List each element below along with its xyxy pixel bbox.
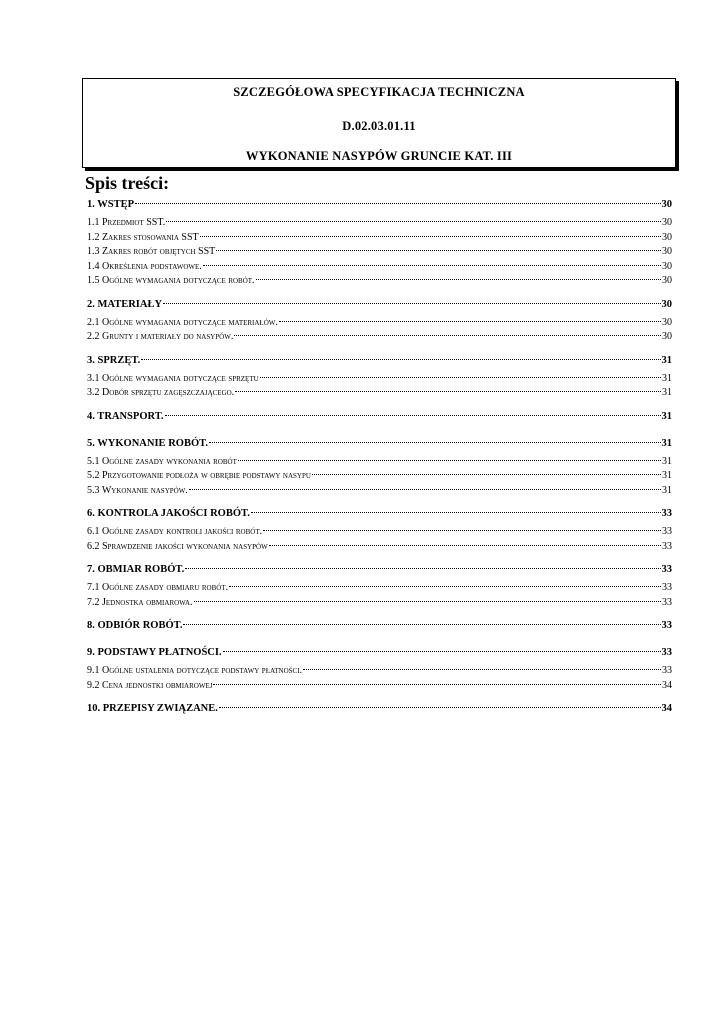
toc-section-entry[interactable]: [87, 411, 672, 429]
toc-section-entry[interactable]: [87, 199, 672, 217]
toc-page-number: 30: [661, 199, 672, 210]
toc-subsection-entry[interactable]: [87, 261, 672, 276]
header-subtitle: WYKONANIE NASYPÓW GRUNCIE KAT. III: [245, 149, 513, 163]
toc-entry-label: 3.1 Ogólne wymagania dotyczące sprzętu: [87, 372, 259, 384]
toc-entry-label: 8. ODBIÓR ROBÓT.: [87, 620, 183, 631]
toc-entry-label: 2.1 Ogólne wymagania dotyczące materiałów.: [87, 316, 278, 328]
toc-page-number: 33: [661, 508, 672, 519]
toc-dot-leader: [279, 321, 661, 322]
toc-dot-leader: [141, 359, 660, 360]
toc-subsection-entry[interactable]: [87, 246, 672, 261]
toc-dot-leader: [200, 236, 661, 237]
toc-entry-label: 10. PRZEPISY ZWIĄZANE.: [87, 703, 218, 714]
toc-subsection-entry[interactable]: [87, 597, 672, 612]
toc-page-number: 30: [662, 275, 672, 286]
toc-page-number: 33: [662, 540, 672, 552]
toc-entry-label: 7.2 Jednostka obmiarowa.: [87, 596, 193, 608]
toc-subsection-entry[interactable]: [87, 275, 672, 290]
toc-dot-leader: [229, 586, 661, 587]
toc-dot-leader: [238, 460, 661, 461]
toc-dot-leader: [256, 279, 661, 280]
toc-page-number: 31: [662, 484, 672, 496]
toc-page-number: 31: [661, 410, 672, 422]
toc-subsection-entry[interactable]: [87, 456, 672, 471]
toc-page-number: 30: [662, 246, 672, 257]
toc-dot-leader: [135, 203, 660, 204]
toc-section-entry[interactable]: [87, 508, 672, 526]
toc-section-entry[interactable]: [87, 355, 672, 373]
toc-dot-leader: [185, 568, 660, 569]
toc-dot-leader: [209, 442, 661, 443]
toc-subsection-entry[interactable]: [87, 470, 672, 485]
toc-entry-label: 1.1 Przedmiot SST.: [87, 217, 166, 228]
toc-entry-label: 2.2 Grunty i materiały do nasypów.: [87, 331, 234, 342]
toc-section-entry[interactable]: [87, 620, 672, 638]
toc-subsection-entry[interactable]: [87, 387, 672, 402]
toc-subsection-entry[interactable]: [87, 485, 672, 500]
toc-section-entry[interactable]: [87, 438, 672, 456]
toc-dot-leader: [165, 415, 661, 416]
toc-title: Spis treści:: [85, 173, 170, 193]
toc-page-number: 33: [661, 620, 672, 631]
toc-page-number: 30: [662, 331, 672, 342]
table-of-contents: [87, 199, 672, 721]
toc-page-number: 31: [661, 437, 672, 449]
specification-header: [82, 78, 676, 168]
toc-page-number: 33: [662, 665, 672, 676]
toc-dot-leader: [312, 474, 661, 475]
toc-subsection-entry[interactable]: [87, 582, 672, 597]
toc-dot-leader: [163, 303, 660, 304]
toc-entry-label: 1. WSTĘP: [87, 199, 135, 210]
toc-dot-leader: [189, 489, 661, 490]
toc-page-number: 33: [661, 647, 672, 658]
toc-subsection-entry[interactable]: [87, 331, 672, 346]
toc-subsection-entry[interactable]: [87, 232, 672, 247]
toc-entry-label: 7.1 Ogólne zasady obmiaru robót.: [87, 582, 229, 593]
toc-dot-leader: [216, 250, 661, 251]
toc-entry-label: 1.2 Zakres stosowania SST: [87, 231, 199, 243]
toc-page-number: 33: [662, 582, 672, 593]
toc-dot-leader: [260, 377, 661, 378]
toc-entry-label: 1.3 Zakres robót objętych SST: [87, 246, 216, 257]
toc-page-number: 33: [661, 564, 672, 575]
toc-subsection-entry[interactable]: [87, 541, 672, 556]
toc-entry-label: 5.2 Przygotowanie podłoża w obrębie podstawy nasypu: [87, 470, 311, 481]
toc-dot-leader: [203, 265, 661, 266]
toc-dot-leader: [251, 512, 661, 513]
toc-subsection-entry[interactable]: [87, 373, 672, 388]
toc-entry-label: 9.1 Ogólne ustalenia dotyczące podstawy płatności.: [87, 665, 303, 676]
toc-page-number: 31: [662, 372, 672, 384]
toc-subsection-entry[interactable]: [87, 317, 672, 332]
toc-section-entry[interactable]: [87, 299, 672, 317]
toc-entry-label: 2. MATERIAŁY: [87, 298, 163, 310]
toc-page-number: 34: [661, 703, 672, 714]
toc-entry-label: 3. SPRZĘT.: [87, 354, 141, 366]
toc-entry-label: 7. OBMIAR ROBÓT.: [87, 564, 185, 575]
toc-section-entry[interactable]: [87, 703, 672, 721]
toc-entry-label: 6.1 Ogólne zasady kontroli jakości robót.: [87, 526, 263, 537]
toc-entry-label: 5.1 Ogólne zasady wykonania robót: [87, 455, 237, 467]
toc-subsection-entry[interactable]: [87, 665, 672, 680]
toc-entry-label: 9. PODSTAWY PŁATNOŚCI.: [87, 647, 222, 658]
toc-page-number: 30: [662, 260, 672, 272]
toc-entry-label: 3.2 Dobór sprzętu zagęszczającego.: [87, 387, 235, 398]
toc-page-number: 33: [662, 526, 672, 537]
toc-page-number: 33: [662, 596, 672, 608]
toc-entry-label: 9.2 Cena jednostki obmiarowej: [87, 679, 213, 691]
toc-page-number: 31: [662, 470, 672, 481]
toc-page-number: 31: [661, 354, 672, 366]
toc-subsection-entry[interactable]: [87, 526, 672, 541]
toc-page-number: 30: [662, 316, 672, 328]
toc-subsection-entry[interactable]: [87, 680, 672, 695]
toc-dot-leader: [194, 601, 661, 602]
toc-page-number: 30: [662, 217, 672, 228]
toc-entry-label: 1.5 Ogólne wymagania dotyczące robót.: [87, 275, 255, 286]
toc-dot-leader: [166, 221, 661, 222]
toc-page-number: 30: [661, 298, 672, 310]
toc-dot-leader: [303, 669, 661, 670]
toc-dot-leader: [269, 545, 661, 546]
toc-dot-leader: [223, 651, 661, 652]
toc-entry-label: 4. TRANSPORT.: [87, 410, 164, 422]
toc-section-entry[interactable]: [87, 564, 672, 582]
toc-entry-label: 6. KONTROLA JAKOŚCI ROBÓT.: [87, 508, 250, 519]
toc-entry-label: 5. WYKONANIE ROBÓT.: [87, 437, 208, 449]
toc-entry-label: 6.2 Sprawdzenie jakości wykonania nasypów: [87, 540, 268, 552]
toc-dot-leader: [213, 684, 661, 685]
toc-page-number: 34: [662, 679, 672, 691]
toc-dot-leader: [183, 624, 660, 625]
toc-dot-leader: [234, 335, 661, 336]
toc-page-number: 31: [662, 387, 672, 398]
toc-dot-leader: [219, 707, 661, 708]
toc-page-number: 31: [662, 455, 672, 467]
toc-dot-leader: [263, 530, 661, 531]
toc-section-entry[interactable]: [87, 647, 672, 665]
header-code: D.02.03.01.11: [342, 119, 416, 133]
toc-subsection-entry[interactable]: [87, 217, 672, 232]
toc-page-number: 30: [662, 231, 672, 243]
toc-entry-label: 1.4 Określenia podstawowe.: [87, 260, 202, 272]
header-title: SZCZEGÓŁOWA SPECYFIKACJA TECHNICZNA: [233, 85, 525, 99]
toc-dot-leader: [235, 391, 661, 392]
toc-entry-label: 5.3 Wykonanie nasypów.: [87, 484, 188, 496]
